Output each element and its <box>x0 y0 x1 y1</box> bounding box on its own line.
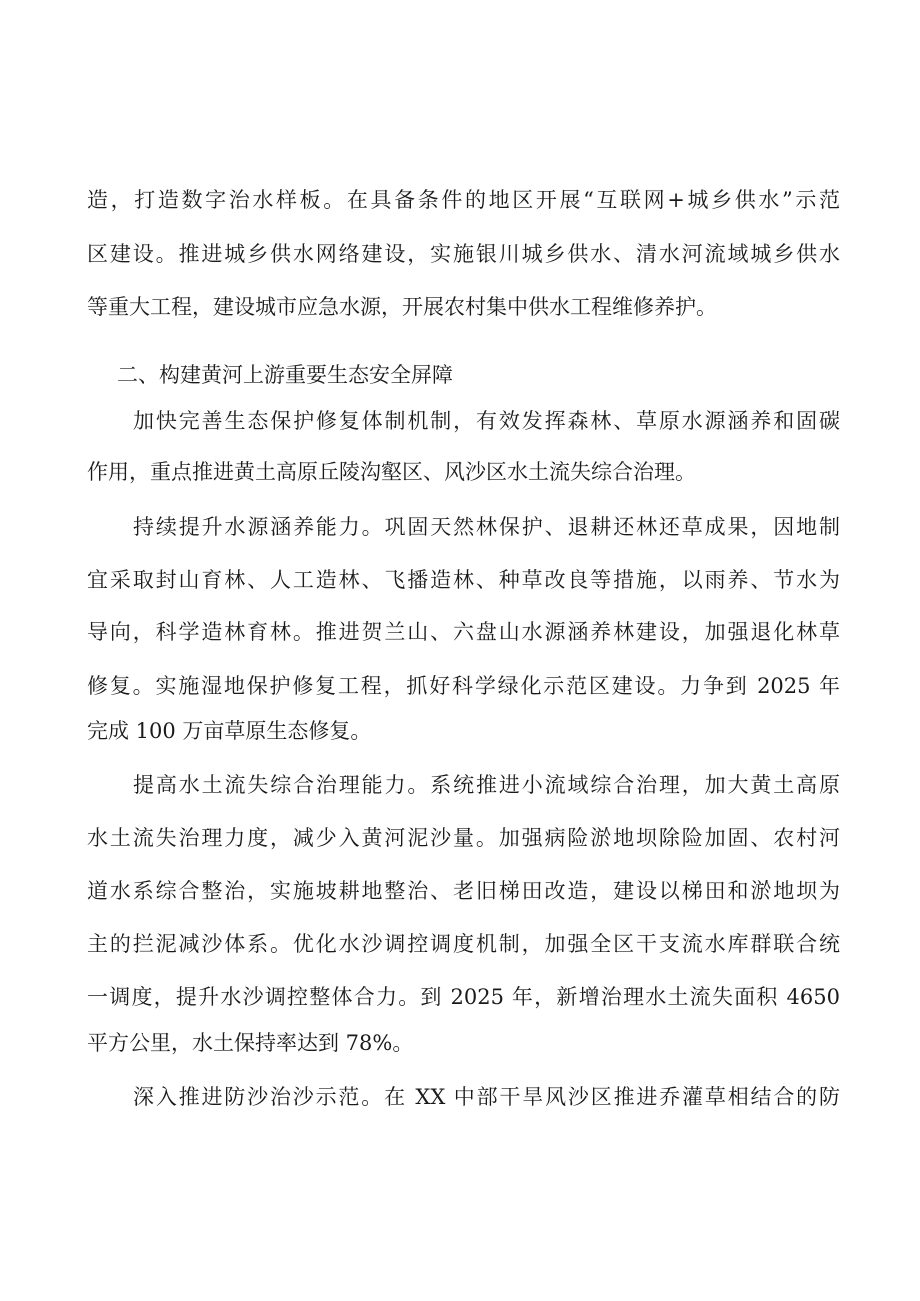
text-line: 作用，重点推进黄土高原丘陵沟壑区、风沙区水土流失综合治理。 <box>87 460 696 484</box>
section-heading: 二、构建黄河上游重要生态安全屏障 <box>117 363 453 387</box>
text-line: 提高水土流失综合治理能力。系统推进小流域综合治理，加大黄土高原 <box>133 773 840 797</box>
text-line: 宜采取封山育林、人工造林、飞播造林、种草改良等措施，以雨养、节水为 <box>87 568 840 592</box>
text-line: 导向，科学造林育林。推进贺兰山、六盘山水源涵养林建设，加强退化林草 <box>87 620 840 644</box>
text-line: 水土流失治理力度，减少入黄河泥沙量。加强病险淤地坝除险加固、农村河 <box>87 826 840 850</box>
text-line: 完成 100 万亩草原生态修复。 <box>87 719 372 743</box>
text-line: 等重大工程，建设城市应急水源，开展农村集中供水工程维修养护。 <box>87 295 717 319</box>
text-line: 造，打造数字治水样板。在具备条件的地区开展“互联网+城乡供水”示范 <box>87 188 840 212</box>
text-line: 深入推进防沙治沙示范。在 XX 中部干旱风沙区推进乔灌草相结合的防 <box>133 1085 840 1109</box>
text-line: 修复。实施湿地保护修复工程，抓好科学绿化示范区建设。力争到 2025 年 <box>87 674 840 698</box>
text-line: 道水系综合整治，实施坡耕地整治、老旧梯田改造，建设以梯田和淤地坝为 <box>87 879 840 903</box>
text-line: 一调度，提升水沙调控整体合力。到 2025 年，新增治理水土流失面积 4650 <box>87 985 840 1009</box>
text-line: 区建设。推进城乡供水网络建设，实施银川城乡供水、清水河流域城乡供水 <box>87 242 840 266</box>
text-line: 主的拦泥减沙体系。优化水沙调控调度机制，加强全区干支流水库群联合统 <box>87 932 840 956</box>
text-line: 持续提升水源涵养能力。巩固天然林保护、退耕还林还草成果，因地制 <box>133 515 840 539</box>
text-line: 平方公里，水土保持率达到 78%。 <box>87 1031 414 1055</box>
text-line: 加快完善生态保护修复体制机制，有效发挥森林、草原水源涵养和固碳 <box>133 409 840 433</box>
